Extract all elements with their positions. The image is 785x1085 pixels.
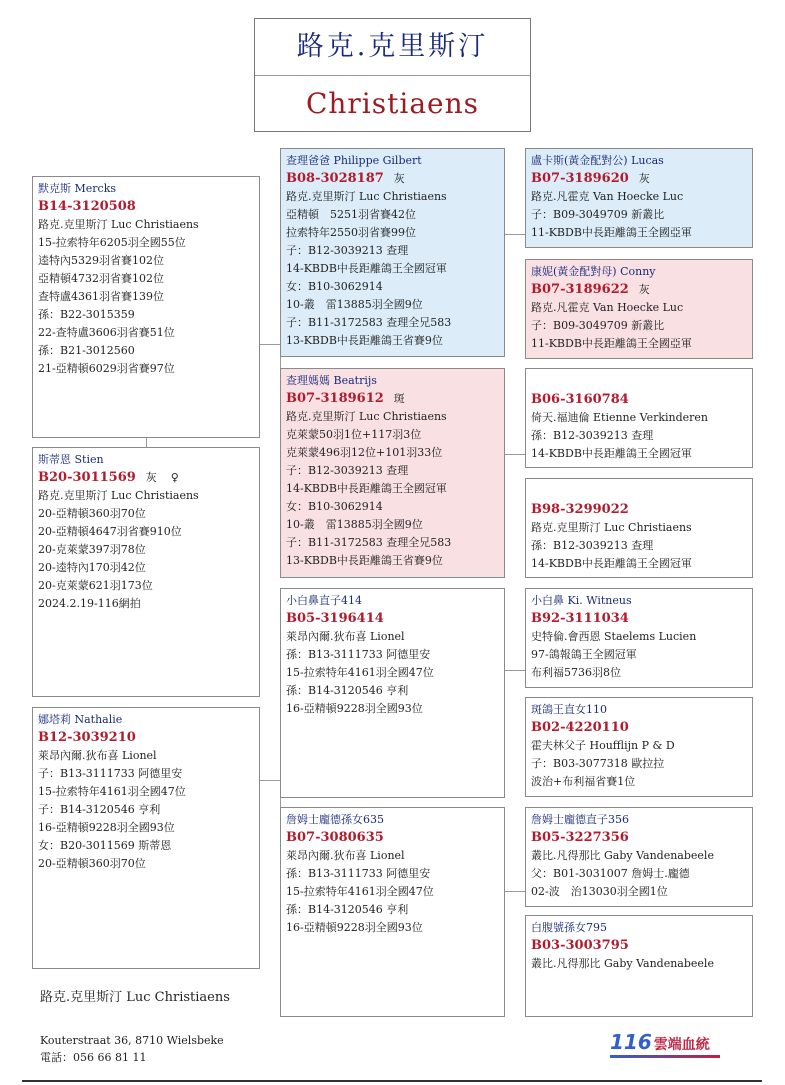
pigeon-name: 斑鴿王直女110 [531,703,607,716]
info-line: 路克.克里斯汀 Luc Christiaens [531,521,692,534]
info-line: 20-克萊蒙397羽78位 [38,543,146,556]
ring-id: B07-3189620 [531,171,629,186]
info-line: 孫：B21-3012560 [38,344,135,357]
ring-number [531,169,747,188]
info-line: 查特盧4361羽省賽139位 [38,290,164,303]
title-box [254,18,531,132]
pigeon-name: 詹姆士龐德直子356 [531,813,629,826]
pedigree-card-sire [280,148,505,357]
info-line: 路克.凡霍克 Van Hoecke Luc [531,190,684,203]
info-line: 史特倫.會西恩 Staelems Lucien [531,630,697,643]
info-line: 20-克萊蒙621羽173位 [38,579,153,592]
info-line: 16-亞精頓9228羽全國93位 [286,702,423,715]
pigeon-name: 查理爸爸 Philippe Gilbert [286,154,422,167]
ring-number [531,390,747,409]
connector-line [504,454,525,455]
info-line: 21-亞精頓6029羽省賽97位 [38,362,175,375]
ring-number [38,197,254,216]
info-line: 15-拉索特年4161羽全國47位 [286,666,434,679]
info-line: 路克.克里斯汀 Luc Christiaens [286,410,447,423]
info-line: 路克.克里斯汀 Luc Christiaens [38,489,199,502]
info-line: 22-查特盧3606羽省賽51位 [38,326,175,339]
info-line: 霍夫林父子 Houfflijn P & D [531,739,675,752]
info-line: 子：B14-3120546 亨利 [38,803,161,816]
info-line: 拉索特年2550羽省賽99位 [286,226,416,239]
ring-number [531,280,747,299]
info-line: 16-亞精頓9228羽全國93位 [38,821,175,834]
info-line: 孫：B12-3039213 查理 [531,539,654,552]
connector-line [504,670,525,671]
footer-divider [22,1080,762,1082]
pigeon-name: 查理媽媽 Beatrijs [286,374,377,387]
pigeon-name: 斯蒂恩 Stien [38,453,104,466]
contact-address [40,1032,224,1066]
info-line: 倚天.福迪倫 Etienne Verkinderen [531,411,709,424]
info-line: 克萊蒙50羽1位+117羽3位 [286,428,422,441]
pigeon-name: 盧卡斯(黃金配對公) Lucas [531,154,664,167]
info-line: 15-拉索特年6205羽全國55位 [38,236,186,249]
pedigree-card-great-grandsire [525,368,753,468]
info-line: 子：B12-3039213 查理 [286,464,409,477]
pigeon-name: 康妮(黃金配對母) Conny [531,265,656,278]
info-line: 02-波 治13030羽全國1位 [531,885,668,898]
info-line: 13-KBDB中長距離鴿王省賽9位 [286,554,443,567]
info-line: 13-KBDB中長距離鴿王省賽9位 [286,334,443,347]
logo-underline [610,1055,720,1058]
ring-id: B98-3299022 [531,502,629,517]
info-line: 子：B13-3111733 阿德里安 [38,767,183,780]
pedigree-card-great-grandsire [525,588,753,688]
info-line: 10-叢 雷13885羽全國9位 [286,518,423,531]
info-line: 女：B10-3062914 [286,280,383,293]
info-line: 孫：B13-3111733 阿德里安 [286,648,431,661]
ring-number [286,389,499,408]
info-line: 路克.克里斯汀 Luc Christiaens [286,190,447,203]
pigeon-name: 小白鼻 Ki. Witneus [531,594,632,607]
info-line: 子：B03-3077318 歐拉拉 [531,757,665,770]
color-label: 灰 [393,172,405,185]
pigeon-name: 娜塔莉 Nathalie [38,713,123,726]
address-line: Kouterstraat 36, 8710 Wielsbeke [40,1034,224,1047]
info-line: 15-拉索特年4161羽全國47位 [38,785,186,798]
ring-id: B92-3111034 [531,611,629,626]
info-line: 孫：B14-3120546 亨利 [286,903,409,916]
pedigree-card-sire-dam [280,368,505,578]
color-label: 斑 [393,392,405,405]
info-line: 20-亞精頓360羽70位 [38,857,146,870]
pedigree-card-great-granddam [525,915,753,1017]
info-line: 逵特內5329羽省賽102位 [38,254,164,267]
info-line: 萊昂內爾.狄布喜 Lionel [286,849,405,862]
info-line: 萊昂內爾.狄布喜 Lionel [286,630,405,643]
connector-line [146,438,147,447]
ring-id: B02-4220110 [531,720,629,735]
pedigree-card-subject [32,176,260,438]
info-line: 孫：B13-3111733 阿德里安 [286,867,431,880]
info-line: 14-KBDB中長距離鴿王全國冠軍 [286,482,447,495]
info-line: 14-KBDB中長距離鴿王全國冠軍 [531,447,692,460]
info-line: 孫：B12-3039213 查理 [531,429,654,442]
ring-id: B07-3189622 [531,282,629,297]
connector-line [259,344,280,345]
logo-number: 116 [610,1030,652,1054]
pedigree-card-dam-dam [280,807,505,1017]
pigeon-name: 小白鼻直子414 [286,594,362,607]
info-line: 叢比.凡得那比 Gaby Vandenabeele [531,957,714,970]
pedigree-card-great-granddam [525,259,753,359]
ring-id: B05-3227356 [531,830,629,845]
ring-number [531,718,747,737]
info-line: 亞精頓 5251羽省賽42位 [286,208,416,221]
ring-number [286,828,499,847]
pedigree-card-great-granddam [525,478,753,578]
ring-id: B12-3039210 [38,730,136,745]
color-label: 灰 [638,283,650,296]
info-line: 14-KBDB中長距離鴿王全國冠軍 [286,262,447,275]
pedigree-card-great-grandsire [525,148,753,248]
ring-number [38,728,254,747]
ring-id: B07-3080635 [286,830,384,845]
ring-number [531,828,747,847]
info-line: 子：B11-3172583 查理全兄583 [286,316,452,329]
ring-number [531,609,747,628]
phone-line: 電話：056 66 81 11 [40,1051,147,1064]
owner-name: 路克.克里斯汀 Luc Christiaens [40,990,230,1005]
ring-id: B06-3160784 [531,392,629,407]
pigeon-name: 白腹號孫女795 [531,921,607,934]
ring-id: B08-3028187 [286,171,384,186]
info-line: 孫：B14-3120546 亨利 [286,684,409,697]
brand-logo [610,1030,720,1058]
info-line: 叢比.凡得那比 Gaby Vandenabeele [531,849,714,862]
pigeon-name: 詹姆士龐德孫女635 [286,813,384,826]
ring-id: B05-3196414 [286,611,384,626]
info-line: 97-鴿報鴿王全國冠軍 [531,648,637,661]
info-line: 11-KBDB中長距離鴿王全國亞軍 [531,337,692,350]
ring-id: B20-3011569 [38,470,136,485]
pedigree-card-dam-sire [280,588,505,798]
info-line: 孫：B22-3015359 [38,308,135,321]
info-line: 父：B01-3031007 詹姆士.龐德 [531,867,690,880]
info-line: 10-叢 雷13885羽全國9位 [286,298,423,311]
info-line: 20-逵特內170羽42位 [38,561,146,574]
logo-text: 雲端血統 [653,1037,710,1053]
info-line: 子：B11-3172583 查理全兄583 [286,536,452,549]
info-line: 子：B09-3049709 新叢比 [531,319,665,332]
info-line: 20-亞精頓4647羽省賽910位 [38,525,182,538]
info-line: 女：B10-3062914 [286,500,383,513]
ring-number [531,500,747,519]
ring-id: B14-3120508 [38,199,136,214]
info-line: 萊昂內爾.狄布喜 Lionel [38,749,157,762]
connector-line [504,234,525,235]
info-line: 路克.克里斯汀 Luc Christiaens [38,218,199,231]
title-english: Christiaens [305,87,480,120]
info-line: 14-KBDB中長距離鴿王全國冠軍 [531,557,692,570]
ring-number [38,468,254,487]
pigeon-name: 默克斯 Mercks [38,182,116,195]
info-line: 15-拉索特年4161羽全國47位 [286,885,434,898]
info-line: 11-KBDB中長距離鴿王全國亞軍 [531,226,692,239]
color-label: 灰 [145,471,157,484]
ring-id: B07-3189612 [286,391,384,406]
connector-line [504,891,525,892]
ring-number [531,936,747,955]
ring-id: B03-3003795 [531,938,629,953]
title-chinese: 路克.克里斯汀 [255,19,530,76]
info-line: 布利福5736羽8位 [531,666,621,679]
info-line: 亞精頓4732羽省賽102位 [38,272,164,285]
info-line: 20-亞精頓360羽70位 [38,507,146,520]
pedigree-card-great-grandsire [525,807,753,907]
connector-line [259,780,280,781]
color-label: 灰 [638,172,650,185]
pedigree-card-great-granddam [525,697,753,797]
info-line: 子：B09-3049709 新叢比 [531,208,665,221]
info-line: 16-亞精頓9228羽全國93位 [286,921,423,934]
info-line: 2024.2.19-116網拍 [38,597,141,610]
info-line: 波治+布利福省賽1位 [531,775,636,788]
info-line: 克萊蒙496羽12位+101羽33位 [286,446,443,459]
info-line: 女：B20-3011569 斯蒂恩 [38,839,172,852]
sex-symbol: ♀ [170,471,179,484]
info-line: 路克.凡霍克 Van Hoecke Luc [531,301,684,314]
pedigree-card-dam [32,707,260,969]
ring-number [286,609,499,628]
ring-number [286,169,499,188]
pedigree-card-sibling [32,447,260,697]
info-line: 子：B12-3039213 查理 [286,244,409,257]
